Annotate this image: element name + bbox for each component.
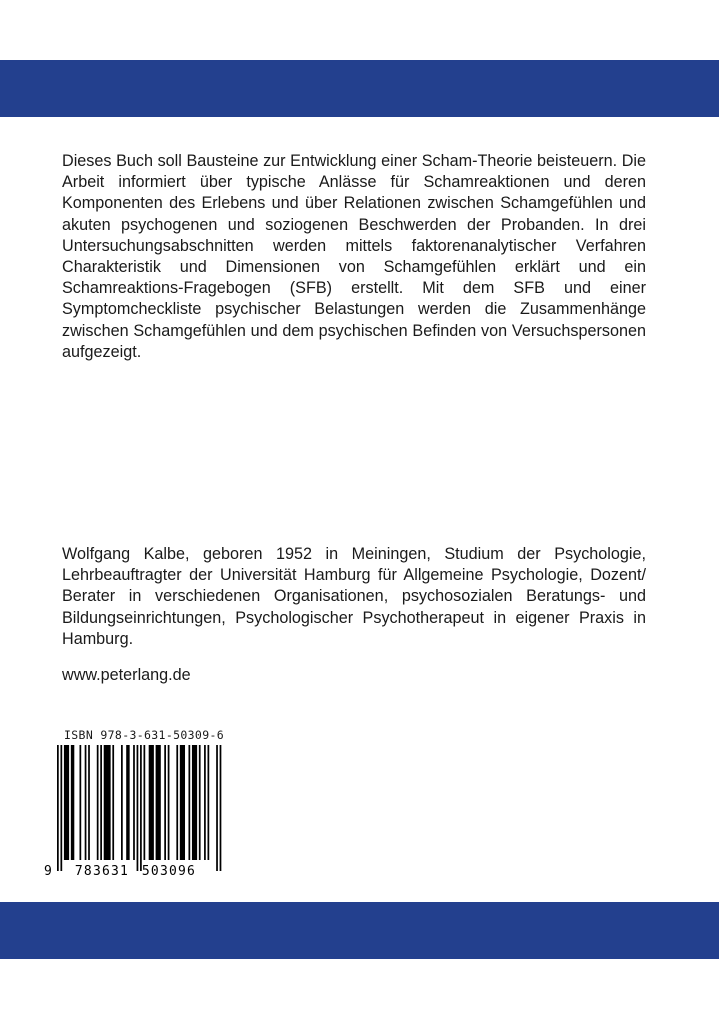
barcode-bar — [176, 745, 178, 860]
barcode-bar — [88, 745, 90, 860]
barcode-guard-bar — [140, 745, 142, 871]
barcode-bar — [97, 745, 99, 860]
book-description: Dieses Buch soll Bausteine zur Entwicklung einer Scham-Theorie beisteuern. Die Arbeit informiert über typische Anlässe für Schamreaktionen und deren Komponenten des Erlebens und über Relationen zwischen Schamgefühlen und akuten psychogenen und soziogenen Beschwerden der Probanden. In drei Untersuchungsabschnitten werden mittels faktorenanalytischer Verfahren Charakteristik und Dimensionen von Schamgefühlen erklärt und ein Schamreaktions-Fragebogen (SFB) erstellt. Mit dem SFB und einer Symptomcheckliste psychischer Belastungen werden die Zusammenhänge zwischen Schamgefühlen und dem psychischen Befinden von Versuchspersonen aufgezeigt. — [62, 152, 646, 361]
barcode-guard-bar — [137, 745, 139, 871]
barcode-bar — [79, 745, 81, 860]
publisher-website: www.peterlang.de — [62, 666, 191, 684]
bottom-color-band — [0, 902, 719, 959]
barcode-bar — [192, 745, 197, 860]
barcode-bar — [164, 745, 166, 860]
barcode-guard-bar — [60, 745, 62, 871]
barcode-bar — [168, 745, 170, 860]
barcode-bar — [156, 745, 161, 860]
barcode-bar — [121, 745, 123, 860]
barcode-guard-bar — [220, 745, 222, 871]
barcode-bar — [85, 745, 87, 860]
barcode-bar — [208, 745, 210, 860]
isbn-barcode — [40, 728, 225, 878]
barcode-bar — [180, 745, 185, 860]
barcode-bar — [204, 745, 206, 860]
barcode-bar — [126, 745, 129, 860]
barcode-bar — [64, 745, 69, 860]
barcode-bar — [188, 745, 190, 860]
barcode-bar — [104, 745, 111, 860]
barcode-bar — [100, 745, 102, 860]
barcode-bar — [149, 745, 154, 860]
barcode-bar — [199, 745, 201, 860]
top-color-band — [0, 60, 719, 117]
author-biography: Wolfgang Kalbe, geboren 1952 in Meiningen, Studium der Psychologie, Lehrbeauftragter der Universität Hamburg für Allgemeine Psychologie, Dozent/ Berater in verschiedenen Organisationen, psychosozialen Beratungs- und Bildungseinrichtungen, Psychologischer Psychotherapeut in eigener Praxis in Hamburg. — [62, 545, 646, 648]
barcode-bar — [144, 745, 146, 860]
barcode-bar — [71, 745, 74, 860]
barcode-bar — [112, 745, 114, 860]
barcode-bar — [133, 745, 135, 860]
barcode-guard-bar — [216, 745, 218, 871]
barcode-digit-first: 9 — [44, 864, 52, 878]
barcode-bars — [40, 728, 225, 878]
barcode-digits-left: 783631 — [74, 864, 130, 878]
barcode-digits-right: 503096 — [141, 864, 197, 878]
barcode-guard-bar — [57, 745, 59, 871]
isbn-label: ISBN 978-3-631-50309-6 — [64, 728, 225, 742]
